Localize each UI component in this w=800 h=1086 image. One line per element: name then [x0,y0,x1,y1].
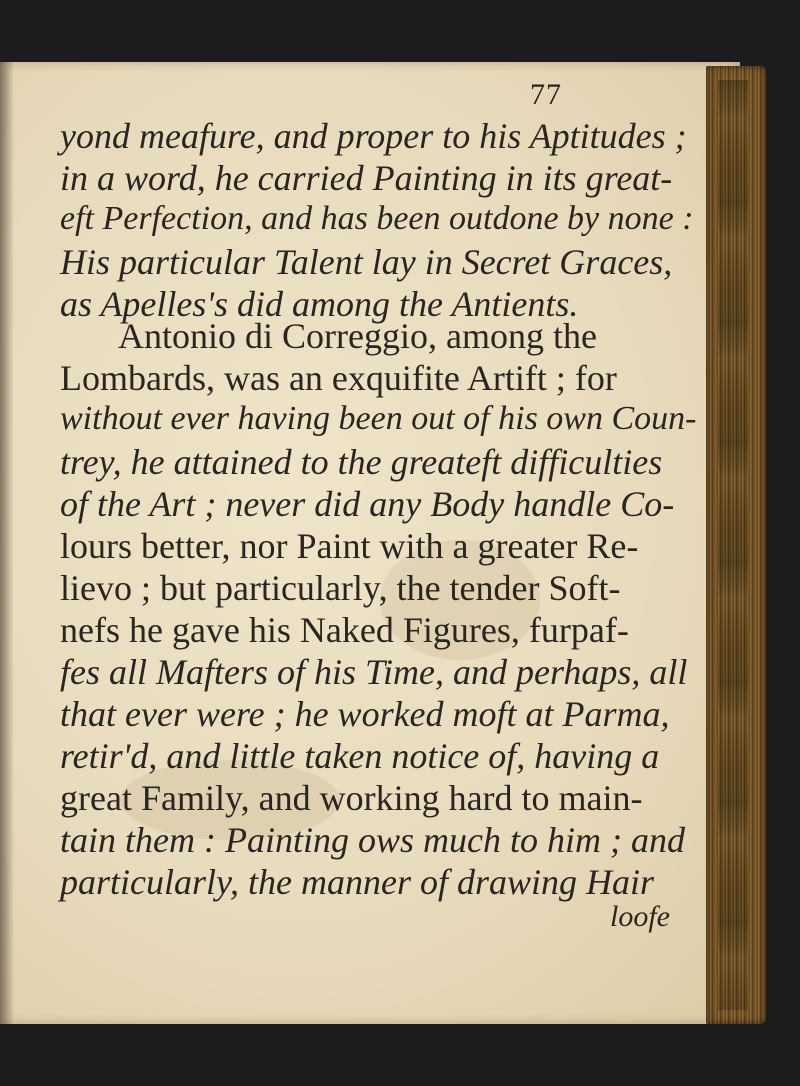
text-line: yond meafure, and proper to his Aptitudes ; [60,116,687,156]
text-line: nefs he gave his Naked Figures, furpaf- [60,610,629,650]
text-line: that ever were ; he worked moft at Parma, [60,694,670,734]
page-gutter-shadow [0,62,14,1024]
text-line: His particular Talent lay in Secret Graces, [60,242,673,282]
text-line: tain them : Painting ows much to him ; and [60,820,685,860]
text-line: great Family, and working hard to main- [60,778,643,818]
text-line: as Apelles's did among the Antients. [60,284,579,324]
text-line: fes all Mafters of his Time, and perhaps, all [60,652,688,692]
text-line: trey, he attained to the greateft difficulties [60,442,663,482]
text-line: lours better, nor Paint with a greater Re- [60,526,639,566]
fore-edge-marbling [718,80,748,1010]
text-line: eft Perfection, and has been outdone by none : [60,200,694,237]
text-line: retir'd, and little taken notice of, having a [60,736,660,776]
text-line: Antonio di Correggio, among the [118,316,597,356]
text-line: of the Art ; never did any Body handle Co- [60,484,675,524]
text-line: in a word, he carried Painting in its great- [60,158,673,198]
text-line: Lombards, was an exquifite Artift ; for [60,358,617,398]
catchword: loofe [610,900,670,933]
text-line: lievo ; but particularly, the tender Soft- [60,568,621,608]
text-line: particularly, the manner of drawing Hair [60,862,654,902]
text-line: without ever having been out of his own Coun- [60,400,697,437]
page-number: 77 [530,78,562,111]
